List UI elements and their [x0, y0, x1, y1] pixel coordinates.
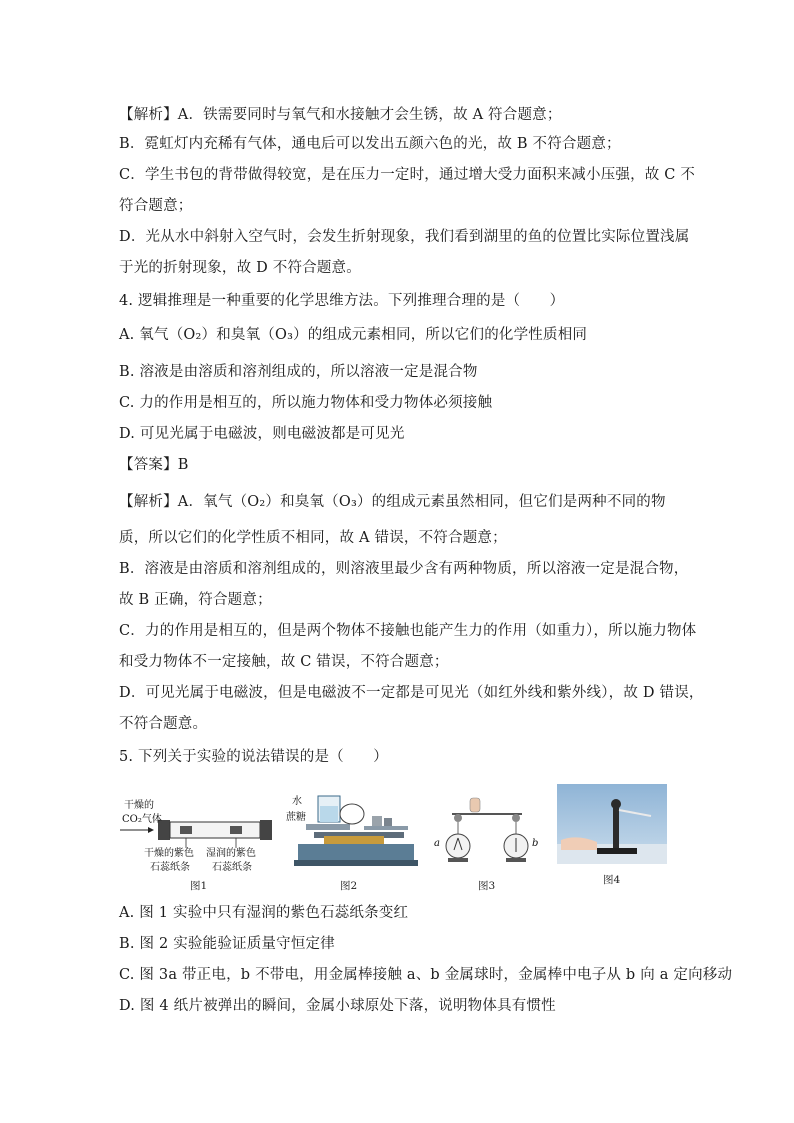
q5-option-b: B. 图 2 实验能验证质量守恒定律: [119, 936, 335, 952]
fig1-gas-label-2: CO₂气体: [122, 814, 162, 825]
electroscope-diagram: [432, 796, 542, 872]
fig1-caption: 图1: [190, 880, 208, 892]
q3-analysis-line-3: C．学生书包的背带做得较宽，是在压力一定时，通过增大受力面积来减小压强，故 C 不: [119, 167, 696, 183]
q4-stem: 4. 逻辑推理是一种重要的化学思维方法。下列推理合理的是（ ）: [119, 293, 565, 309]
q3-analysis-line-4: 符合题意；: [119, 198, 193, 214]
q4-answer: 【答案】B: [119, 457, 189, 473]
fig1-left-strip-label-1: 干燥的紫色: [144, 848, 194, 859]
fig3-label-a: a: [434, 838, 440, 849]
q5-option-d: D. 图 4 纸片被弹出的瞬间，金属小球原处下落，说明物体具有惯性: [119, 998, 556, 1014]
inertia-photo: [557, 784, 667, 864]
q4-analysis-line-7: D．可见光属于电磁波，但是电磁波不一定都是可见光（如红外线和紫外线），故 D 错误，: [119, 685, 704, 701]
q4-analysis-line-3: B．溶液是由溶质和溶剂组成的，则溶液里最少含有两种物质，所以溶液一定是混合物，: [119, 561, 689, 577]
fig3-caption: 图3: [478, 880, 496, 892]
fig2-sugar-label: 蔗糖: [286, 812, 306, 823]
q4-option-a: A. 氧气（O₂）和臭氧（O₃）的组成元素相同，所以它们的化学性质相同: [119, 327, 588, 343]
fig1-right-strip-label-1: 湿润的紫色: [206, 848, 256, 859]
fig1-left-strip-label-2: 石蕊纸条: [150, 862, 190, 873]
q5-option-a: A. 图 1 实验中只有湿润的紫色石蕊纸条变红: [119, 905, 409, 921]
q4-analysis-line-2: 质，所以它们的化学性质不相同，故 A 错误，不符合题意；: [119, 530, 507, 546]
q4-option-c: C. 力的作用是相互的，所以施力物体和受力物体必须接触: [119, 395, 493, 411]
q3-analysis-line-1: 【解析】A．铁需要同时与氧气和水接触才会生锈，故 A 符合题意；: [119, 107, 562, 123]
q4-analysis-line-4: 故 B 正确，符合题意；: [119, 592, 272, 608]
q4-option-b: B. 溶液是由溶质和溶剂组成的，所以溶液一定是混合物: [119, 364, 478, 380]
fig3-label-b: b: [532, 838, 539, 849]
q3-analysis-line-6: 于光的折射现象，故 D 不符合题意。: [119, 260, 361, 276]
q3-analysis-line-2: B．霓虹灯内充稀有气体，通电后可以发出五颜六色的光，故 B 不符合题意；: [119, 136, 621, 152]
balance-scale-diagram: [284, 792, 424, 872]
fig2-caption: 图2: [340, 880, 358, 892]
fig1-right-strip-label-2: 石蕊纸条: [212, 862, 252, 873]
q4-analysis-line-6: 和受力物体不一定接触，故 C 错误，不符合题意；: [119, 654, 449, 670]
fig2-water-label: 水: [292, 796, 302, 807]
figure-4: [557, 784, 667, 884]
q4-analysis-line-8: 不符合题意。: [119, 716, 208, 732]
q5-option-c: C. 图 3a 带正电，b 不带电，用金属棒接触 a、b 金属球时，金属棒中电子从 b 向 a 定向移动: [119, 967, 733, 983]
figure-2: [284, 792, 424, 892]
q4-analysis-line-1: 【解析】A．氧气（O₂）和臭氧（O₃）的组成元素虽然相同，但它们是两种不同的物: [119, 494, 666, 510]
q4-option-d: D. 可见光属于电磁波，则电磁波都是可见光: [119, 426, 405, 442]
fig1-gas-label-1: 干燥的: [124, 800, 154, 811]
q5-stem: 5. 下列关于实验的说法错误的是（ ）: [119, 749, 388, 765]
fig4-caption: 图4: [603, 874, 621, 886]
figure-3: [432, 796, 542, 892]
q3-analysis-line-5: D．光从水中斜射入空气时，会发生折射现象，我们看到湖里的鱼的位置比实际位置浅属: [119, 229, 690, 245]
figure-1: [118, 792, 278, 892]
q4-analysis-line-5: C．力的作用是相互的，但是两个物体不接触也能产生力的作用（如重力），所以施力物体: [119, 623, 697, 639]
